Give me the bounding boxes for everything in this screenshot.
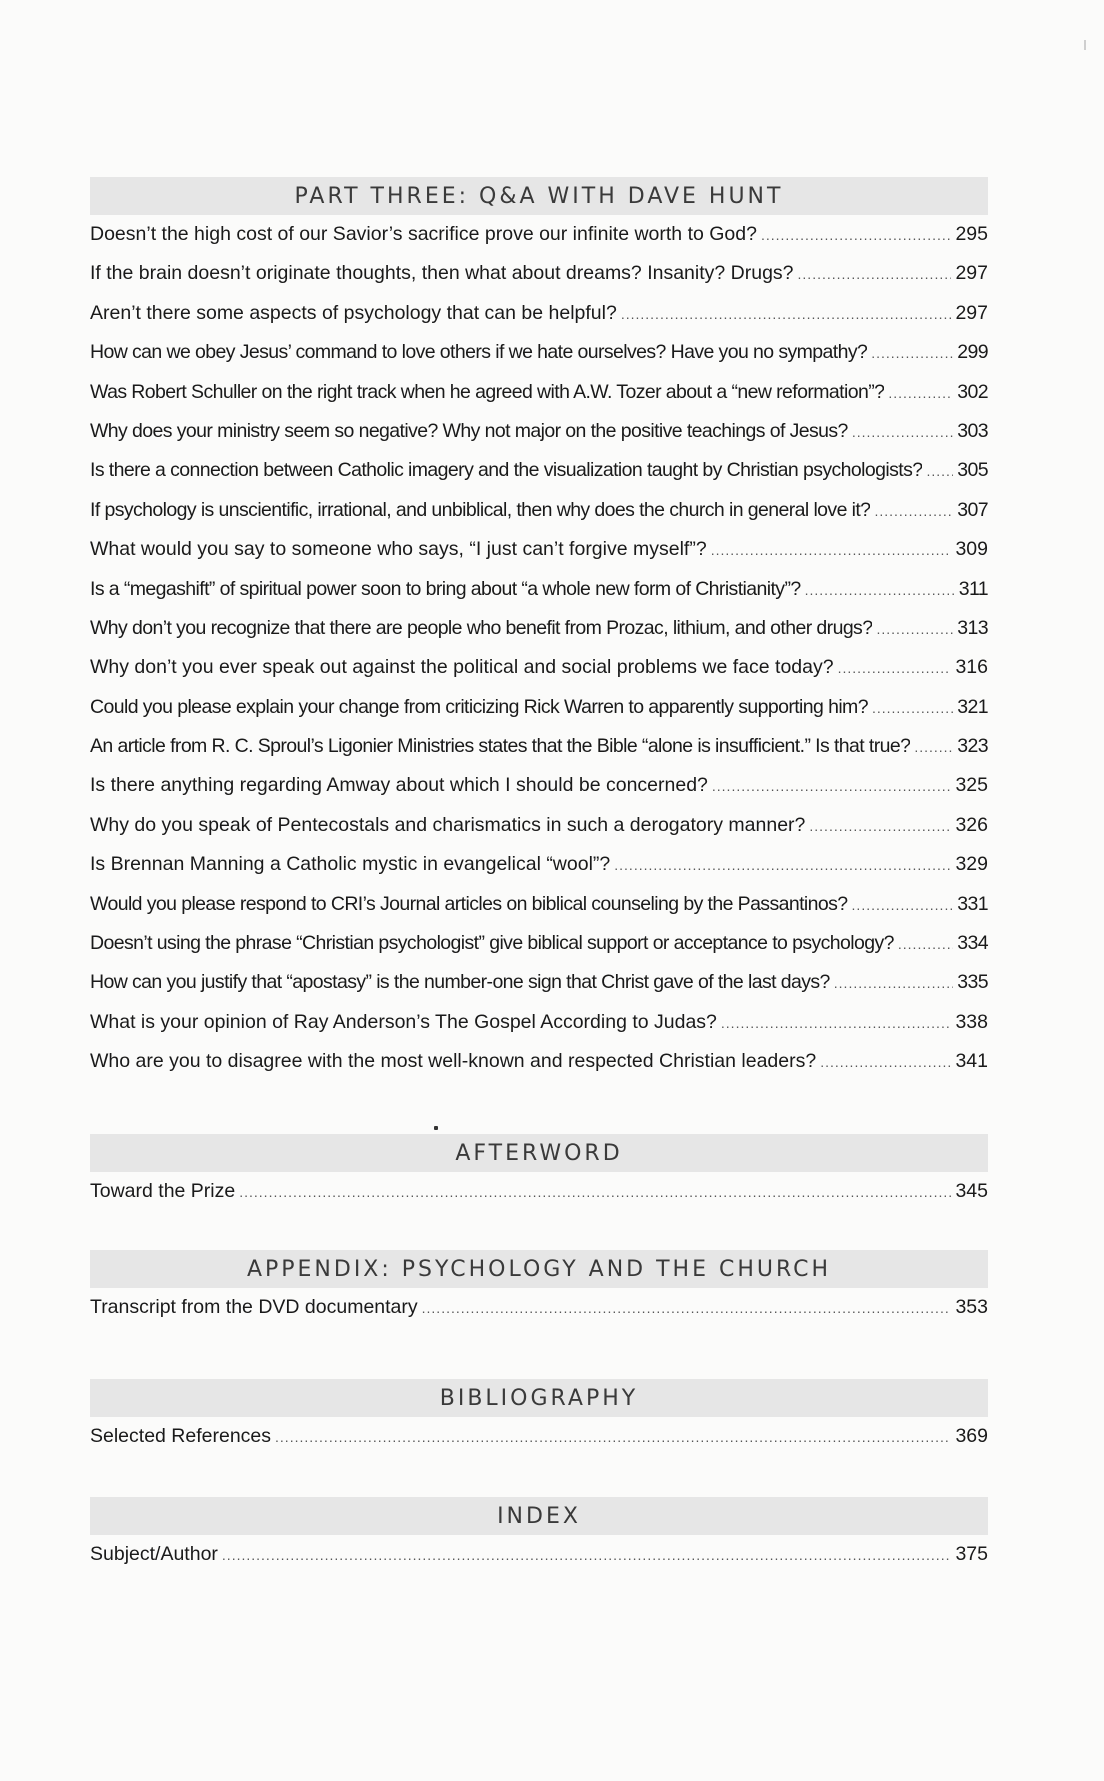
page-number: 295 <box>955 223 988 245</box>
page-number: 345 <box>955 1180 988 1202</box>
dot-leader <box>820 1054 951 1070</box>
page-number: 305 <box>957 459 988 482</box>
entry-title: What would you say to someone who says, “I just can’t forgive myself”? <box>90 538 707 561</box>
section-part-three <box>90 177 988 1090</box>
page-number: 353 <box>955 1296 988 1318</box>
toc-entry[interactable] <box>90 1011 988 1050</box>
toc-entry[interactable] <box>90 1425 988 1464</box>
entry-list <box>90 1425 988 1464</box>
section-bibliography <box>90 1379 988 1464</box>
dot-leader <box>809 818 951 834</box>
entry-title: Is there anything regarding Amway about which I should be concerned? <box>90 774 708 797</box>
toc-entry[interactable] <box>90 774 988 813</box>
entry-title: Is Brennan Manning a Catholic mystic in evangelical “wool”? <box>90 853 611 876</box>
page-number: 335 <box>957 971 988 994</box>
dot-leader <box>874 503 953 519</box>
stray-mark <box>434 1126 438 1130</box>
dot-leader <box>614 857 951 873</box>
page-number: 331 <box>957 892 988 915</box>
margin-mark <box>1084 40 1086 50</box>
dot-leader <box>239 1184 951 1200</box>
toc-entry[interactable] <box>90 262 988 301</box>
page-number: 299 <box>957 341 988 364</box>
section-heading: AFTERWORD <box>90 1134 988 1172</box>
toc-entry[interactable] <box>90 302 988 341</box>
toc-entry[interactable] <box>90 1180 988 1219</box>
dot-leader <box>222 1547 952 1563</box>
toc-entry[interactable] <box>90 1296 988 1335</box>
entry-title: Subject/Author <box>90 1543 218 1565</box>
dot-leader <box>834 975 953 991</box>
toc-entry[interactable] <box>90 656 988 695</box>
page-number: 321 <box>957 695 988 718</box>
dot-leader <box>422 1300 952 1316</box>
page-number: 313 <box>957 616 988 639</box>
entry-list <box>90 1180 988 1219</box>
page-number: 369 <box>955 1425 988 1447</box>
section-heading: BIBLIOGRAPHY <box>90 1379 988 1417</box>
entry-title: Could you please explain your change from criticizing Rick Warren to apparently supporting him? <box>90 695 868 718</box>
entry-title: Aren’t there some aspects of psychology that can be helpful? <box>90 301 617 324</box>
toc-entry[interactable] <box>90 735 988 774</box>
entry-title: Who are you to disagree with the most well-known and respected Christian leaders? <box>90 1050 817 1073</box>
page-number: 311 <box>958 577 988 600</box>
page-number: 338 <box>955 1010 988 1033</box>
dot-leader <box>712 778 952 794</box>
page-number: 326 <box>955 813 988 836</box>
dot-leader <box>798 266 952 282</box>
entry-title: How can we obey Jesus’ command to love others if we hate ourselves? Have you no sympathy? <box>90 341 868 364</box>
toc-entry[interactable] <box>90 814 988 853</box>
dot-leader <box>871 345 953 361</box>
toc-entry[interactable] <box>90 932 988 971</box>
page-number: 303 <box>957 419 988 442</box>
entry-title: If the brain doesn’t originate thoughts, then what about dreams? Insanity? Drugs? <box>90 262 794 285</box>
entry-title: Doesn’t using the phrase “Christian psychologist” give biblical support or acceptance to psychology? <box>90 932 894 955</box>
dot-leader <box>621 306 952 322</box>
entry-title: If psychology is unscientific, irrational, and unbiblical, then why does the church in general love it? <box>90 498 871 521</box>
dot-leader <box>721 1015 952 1031</box>
page-number: 325 <box>955 774 988 797</box>
entry-title: Doesn’t the high cost of our Savior’s sacrifice prove our infinite worth to God? <box>90 223 757 245</box>
dot-leader <box>805 582 955 598</box>
page-number: 307 <box>957 498 988 521</box>
page-number: 375 <box>955 1543 988 1565</box>
toc-entry[interactable] <box>90 538 988 577</box>
toc-entry[interactable] <box>90 499 988 538</box>
entry-title: Transcript from the DVD documentary <box>90 1296 418 1318</box>
entry-list <box>90 1543 988 1582</box>
entry-list <box>90 1296 988 1335</box>
toc-entry[interactable] <box>90 893 988 932</box>
entry-title: How can you justify that “apostasy” is the number-one sign that Christ gave of the last days? <box>90 971 830 994</box>
dot-leader <box>914 739 953 755</box>
dot-leader <box>711 542 952 558</box>
entry-list <box>90 223 988 1090</box>
entry-title: What is your opinion of Ray Anderson’s The Gospel According to Judas? <box>90 1010 717 1033</box>
entry-title: Toward the Prize <box>90 1180 236 1202</box>
entry-title: Why does your ministry seem so negative? Why not major on the positive teachings of Jesus? <box>90 419 848 442</box>
dot-leader <box>275 1429 951 1445</box>
entry-title: Why don’t you ever speak out against the political and social problems we face today? <box>90 656 834 679</box>
section-heading: APPENDIX: PSYCHOLOGY AND THE CHURCH <box>90 1250 988 1288</box>
dot-leader <box>872 700 953 716</box>
dot-leader <box>926 463 953 479</box>
entry-title: Is a “megashift” of spiritual power soon to bring about “a whole new form of Christianity”? <box>90 577 801 600</box>
toc-entry[interactable] <box>90 1050 988 1089</box>
toc-entry[interactable] <box>90 617 988 656</box>
entry-title: Why don’t you recognize that there are people who benefit from Prozac, lithium, and other drugs? <box>90 616 873 639</box>
section-heading: PART THREE: Q&A WITH DAVE HUNT <box>90 177 988 215</box>
entry-title: An article from R. C. Sproul’s Ligonier Ministries states that the Bible “alone is insufficient.” Is that true? <box>90 735 911 758</box>
page-number: 297 <box>955 301 988 324</box>
toc-entry[interactable] <box>90 853 988 892</box>
section-heading: INDEX <box>90 1497 988 1535</box>
entry-title: Would you please respond to CRI’s Journal articles on biblical counseling by the Passantinos? <box>90 892 848 915</box>
entry-title: Why do you speak of Pentecostals and charismatics in such a derogatory manner? <box>90 813 806 836</box>
page-number: 334 <box>957 932 988 955</box>
toc-entry[interactable] <box>90 971 988 1010</box>
toc-entry[interactable] <box>90 1543 988 1582</box>
dot-leader <box>888 385 953 401</box>
toc-entry[interactable] <box>90 420 988 459</box>
page-number: 323 <box>957 735 988 758</box>
page-number: 341 <box>955 1050 988 1073</box>
entry-title: Was Robert Schuller on the right track when he agreed with A.W. Tozer about a “new reformation”? <box>90 380 885 403</box>
entry-title: Is there a connection between Catholic imagery and the visualization taught by Christian psychologists? <box>90 459 923 482</box>
dot-leader <box>761 227 952 243</box>
page-number: 297 <box>955 262 988 285</box>
toc-entry[interactable] <box>90 341 988 380</box>
dot-leader <box>852 897 954 913</box>
dot-leader <box>898 936 953 952</box>
toc-entry[interactable] <box>90 459 988 498</box>
page-number: 309 <box>955 538 988 561</box>
dot-leader <box>876 621 953 637</box>
dot-leader <box>852 424 953 440</box>
page-number: 316 <box>955 656 988 679</box>
page-number: 329 <box>955 853 988 876</box>
section-index <box>90 1497 988 1582</box>
toc-entry[interactable] <box>90 578 988 617</box>
page-number: 302 <box>957 380 988 403</box>
section-afterword <box>90 1134 988 1219</box>
section-appendix <box>90 1250 988 1335</box>
toc-entry[interactable] <box>90 696 988 735</box>
dot-leader <box>838 660 952 676</box>
toc-entry[interactable] <box>90 223 988 262</box>
toc-entry[interactable] <box>90 381 988 420</box>
entry-title: Selected References <box>90 1425 272 1447</box>
